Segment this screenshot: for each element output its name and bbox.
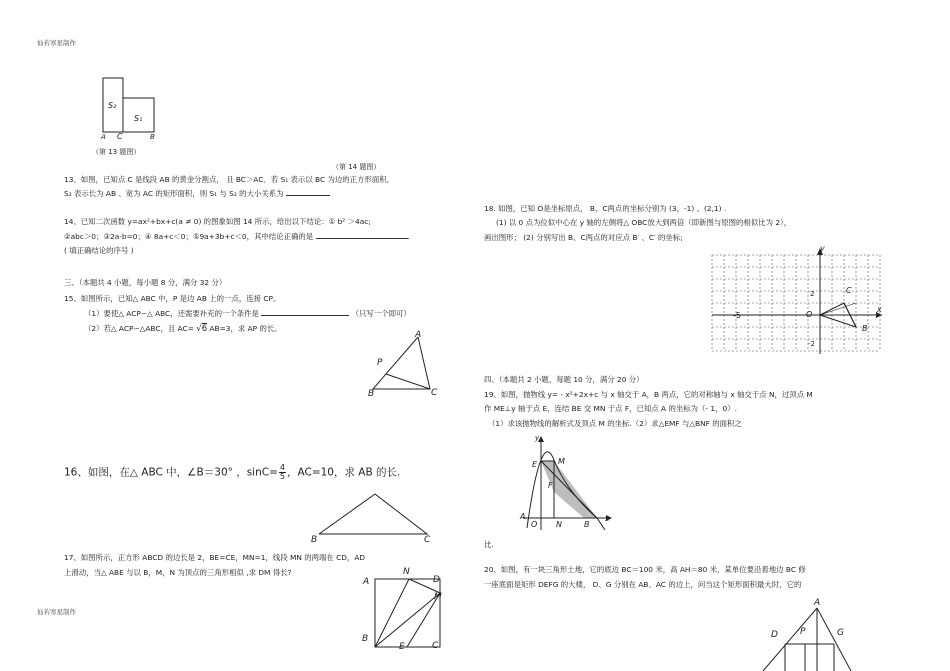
fig18-label-y: y (820, 244, 825, 253)
fig19-label-e: E (532, 460, 538, 469)
fig18-label-x: x (877, 305, 882, 314)
fig17-label-m: M (434, 592, 442, 602)
figure-13-caption: （第 13 题图） (92, 148, 141, 156)
figure-14-caption: （第 14 题图） (332, 163, 381, 171)
q17-line2: 上滑动，当△ ABE 与以 B，M，N 为顶点的三角形相似 ,求 DM 得长? (64, 568, 292, 577)
label-c: C (117, 132, 123, 141)
fig18-label-o: O (806, 310, 813, 319)
figure-18-grid (712, 246, 884, 356)
fig19-label-y: y (535, 434, 540, 442)
q15-line1: 15、如图所示，已知△ ABC 中，P 是边 AB 上的一点，连接 CP。 (64, 294, 281, 303)
fig20-label-d: D (771, 630, 778, 640)
q19-line4: 比. (484, 540, 494, 549)
section-3-heading: 三、（本题共 4 小题，每小题 8 分，满分 32 分） (64, 278, 227, 287)
fig19-label-x: x (605, 515, 610, 523)
fig17-label-e: E (399, 642, 405, 652)
q15-line2: （1）要使△ ACP∽△ ABC，还需要补充的一个条件是 （只写一个即可） (84, 309, 411, 318)
fig20-label-g: G (837, 628, 844, 638)
q19-line1: 19、如图，抛物线 y= - x²+2x+c 与 x 轴交于 A，B 两点，它的对称轴与 x 轴交于点 N，过顶点 M (484, 390, 813, 399)
fig17-label-d: D (433, 575, 440, 585)
fig15-label-c: C (431, 388, 438, 398)
label-s2: S₂ (108, 101, 117, 110)
q18-line2: (1) 以 0 点为位似中心在 y 轴的左侧将△ OBC放大到两倍（即新图与原图的相似比为 2）， (496, 218, 792, 227)
label-s1: S₁ (134, 114, 143, 123)
fig19-label-a: A (520, 512, 526, 521)
fig18-label-2: 2 (810, 290, 815, 298)
fig17-label-c: C (432, 641, 439, 651)
fig15-label-p: P (377, 358, 383, 368)
label-b: B (150, 133, 155, 141)
section-4-heading: 四、（本题共 2 小题，每题 10 分，满分 20 分） (484, 375, 644, 384)
q16-text: 16、如图，在△ ABC 中，∠B＝30° ，sinC= $\frac{4}{5}$ ，AC=10，求 AB 的长. (64, 463, 401, 481)
label-a: A (101, 133, 106, 141)
q19-line2: 作 ME⊥y 轴于点 E，连结 BE 交 MN 于点 F，已知点 A 的坐标为（- 1，0）. (484, 404, 737, 413)
fig17-label-a: A (363, 577, 370, 587)
page-footer: 仙若寒星制作 (37, 608, 76, 616)
q14-line1: 14、已知二次函数 y=ax²+bx+c(a ≠ 0) 的图象如图 14 所示，给出以下结论：① b² ＞4ac; (64, 217, 371, 226)
fig20-label-a: A (814, 598, 821, 608)
q20-line2: 一座底面是矩形 DEFG 的大楼， D、G 分别在 AB、AC 的边上，问当这个矩形面积最大时，它的 (484, 580, 802, 589)
q19-line3: （1）求该抛物线的解析式及顶点 M 的坐标.（2）求△EMF 与△BNF 的面积之 (488, 419, 742, 428)
fig16-label-b: B (311, 535, 318, 545)
fig15-label-a: A (415, 330, 422, 340)
fig19-label-o: O (531, 520, 538, 529)
fig19-label-f: F (548, 481, 553, 490)
q18-line3: 画出图形； (2) 分别写出 B、C两点的对应点 B′ 、C′ 的坐标; (484, 233, 683, 242)
figure-13 (95, 70, 165, 142)
q15-line3: （2）若△ ACP∽△ABC，且 AC= √6 AB=3，求 AP 的长。 (84, 324, 282, 334)
fig17-label-b: B (362, 634, 369, 644)
q18-line1: 18. 如图，已知 O是坐标原点， B、C两点的坐标分别为 (3，-1) 、(2,1) . (484, 204, 727, 213)
q20-line1: 20、如图，有一块三角形土地，它的底边 BC＝100 米，高 AH＝80 米，某单位要沿着地边 BC 修 (484, 565, 806, 574)
q14-line3: ( 填正确结论的序号 ) (64, 246, 134, 255)
figure-16 (310, 490, 435, 540)
fig20-label-p: P (800, 627, 806, 637)
fig19-label-n: N (556, 520, 562, 529)
figure-19 (515, 432, 615, 532)
fig19-label-m: M (558, 457, 565, 466)
fig17-label-n: N (403, 567, 410, 577)
q13-line2: S₂ 表示长为 AB 、宽为 AC 的矩形面积，则 S₁ 与 S₂ 的大小关系为 (64, 190, 330, 199)
fig16-label-c: C (424, 535, 431, 545)
fig18-label-b: B (862, 324, 868, 333)
q17-line1: 17、如图所示，正方形 ABCD 的边长是 2，BE=CE，MN=1，线段 MN 的两端在 CD，AD (64, 553, 366, 562)
fig19-label-b: B (584, 520, 590, 529)
fig18-label-neg5: -5 (733, 311, 741, 320)
page-header: 仙若寒星制作 (37, 39, 76, 47)
fig18-label-neg2: -2 (808, 340, 815, 348)
fig18-label-c: C (846, 286, 852, 295)
q13-line1: 13、如图，已知点 C 是线段 AB 的黄金分割点， 且 BC＞AC．若 S₁ 表示以 BC 为边的正方形面积, (64, 175, 389, 184)
fig15-label-b: B (368, 389, 375, 399)
q14-line2: ②abc＞0；③2a-b=0；④ 8a+c＜0；⑤9a+3b+c＜0，其中结论正确的是 . (64, 232, 410, 241)
